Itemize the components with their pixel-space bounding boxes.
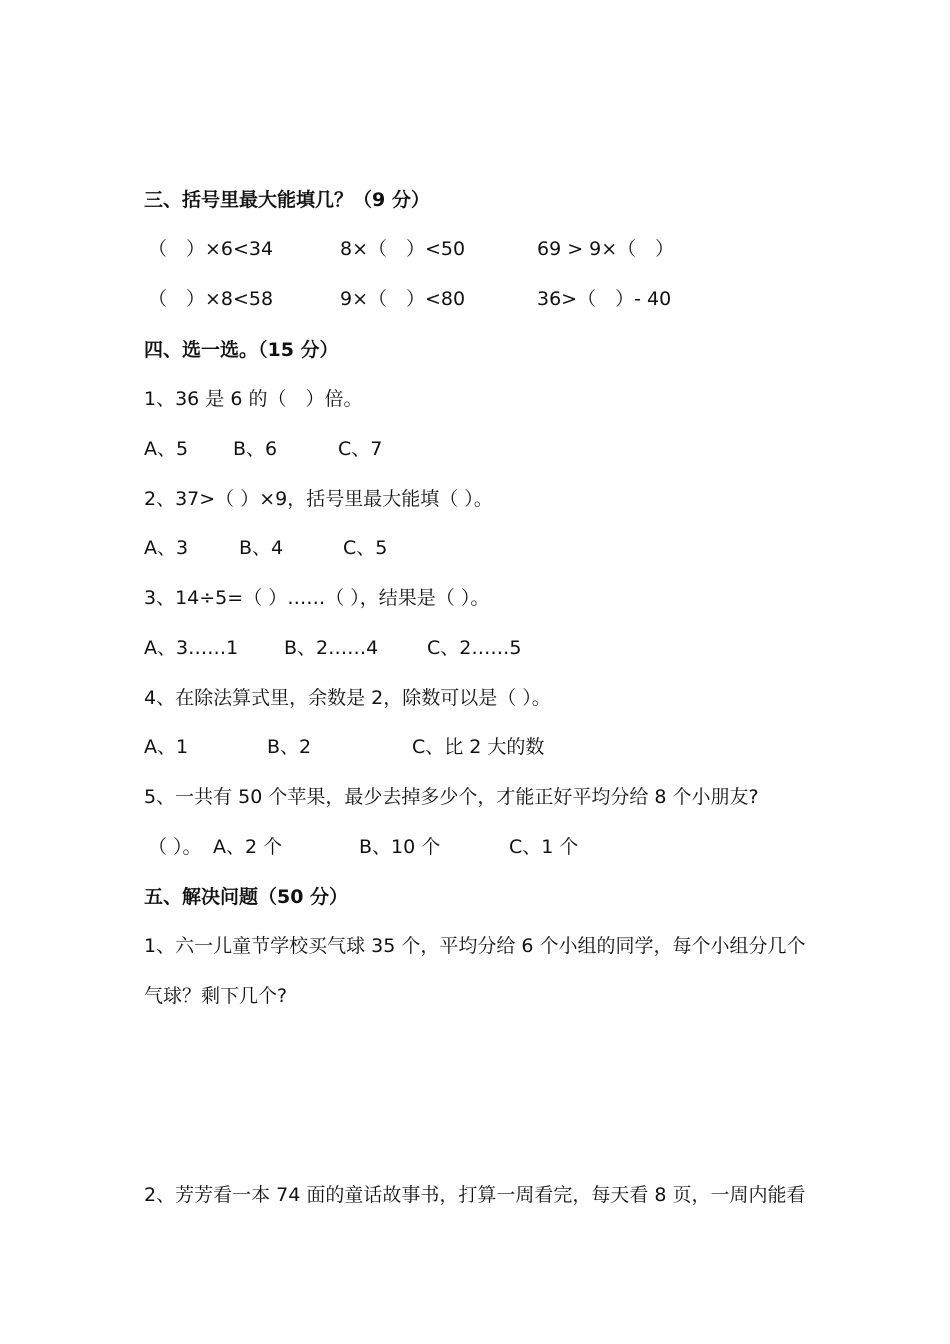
- option: C、2……5: [427, 637, 522, 659]
- fill-item: 69 > 9×（ ）: [537, 238, 675, 260]
- option: C、7: [338, 438, 383, 460]
- question-3: 3、14÷5=（ ）……（ ），结果是（ ）。: [144, 587, 490, 609]
- option: A、1: [144, 736, 189, 758]
- problem-1-line-2: 气球？剩下几个?: [144, 985, 288, 1007]
- option: B、2……4: [284, 637, 379, 659]
- option: B、6: [233, 438, 278, 460]
- option: A、2 个: [213, 836, 283, 858]
- section-3-title: 三、括号里最大能填几？（9 分）: [144, 189, 430, 211]
- option: A、3……1: [144, 637, 239, 659]
- problem-1-line-1: 1、六一儿童节学校买气球 35 个，平均分给 6 个小组的同学，每个小组分几个: [144, 935, 806, 957]
- option: C、1 个: [509, 836, 579, 858]
- question-4: 4、在除法算式里，余数是 2，除数可以是（ ）。: [144, 687, 551, 709]
- option: B、2: [267, 736, 312, 758]
- problem-2-line-1: 2、芳芳看一本 74 面的童话故事书，打算一周看完，每天看 8 页，一周内能看: [144, 1184, 806, 1206]
- fill-item: 8×（ ）<50: [340, 238, 466, 260]
- option: A、3: [144, 537, 189, 559]
- option: B、10 个: [359, 836, 441, 858]
- option: A、5: [144, 438, 189, 460]
- section-4-title: 四、选一选。（15 分）: [144, 339, 339, 361]
- fill-item: 9×（ ）<80: [340, 288, 466, 310]
- fill-item: （ ）×6<34: [148, 238, 274, 260]
- option: B、4: [239, 537, 284, 559]
- question-1: 1、36 是 6 的（ ）倍。: [144, 388, 363, 410]
- section-5-title: 五、解决问题（50 分）: [144, 886, 349, 908]
- fill-item: （ ）×8<58: [148, 288, 274, 310]
- question-2: 2、37>（ ）×9，括号里最大能填（ ）。: [144, 488, 493, 510]
- fill-item: 36>（ ）- 40: [537, 288, 672, 310]
- option: C、5: [343, 537, 388, 559]
- answer-blank: （ ）。: [148, 836, 202, 858]
- question-5: 5、一共有 50 个苹果，最少去掉多少个，才能正好平均分给 8 个小朋友?: [144, 786, 759, 808]
- option: C、比 2 大的数: [412, 736, 545, 758]
